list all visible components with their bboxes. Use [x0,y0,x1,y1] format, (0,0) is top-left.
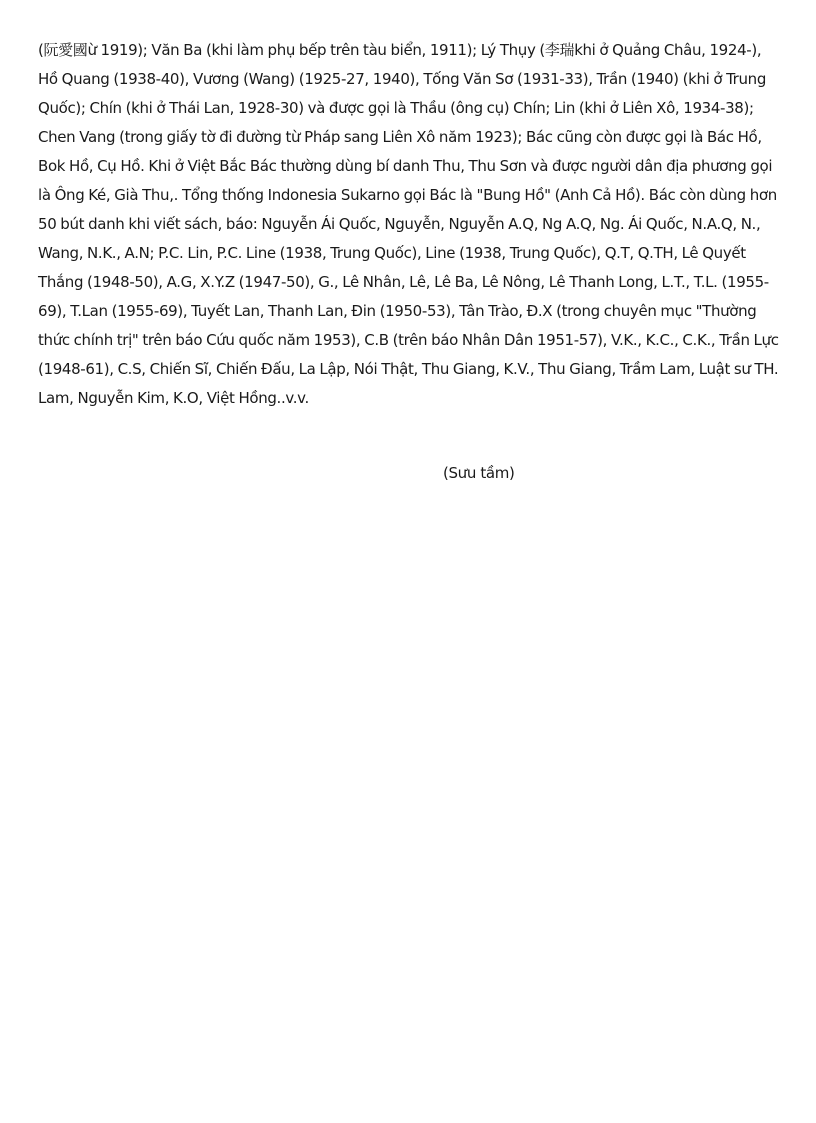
body-paragraph: (阮愛國ừ 1919); Văn Ba (khi làm phụ bếp trên tàu biển, 1911); Lý Thụy (李瑞khi ở Quảng Châu, 1924-), Hồ Quang (1938-40), Vương (Wang) (1925-27, 1940), Tống Văn Sơ (1931-33), Trần (1940) (khi ở Trung Quốc); Chín (khi ở Thái Lan, 1928-30) và được gọi là Thầu (ông cụ) Chín; Lin (khi ở Liên Xô, 1934-38); Chen Vang (trong giấy tờ đi đường từ Pháp sang Liên Xô năm 1923); Bác cũng còn được gọi là Bác Hồ, Bok Hồ, Cụ Hồ. Khi ở Việt Bắc Bác thường dùng bí danh Thu, Thu Sơn và được người dân địa phương gọi là Ông Ké, Già Thu,. Tổng thống Indonesia Sukarno gọi Bác là "Bung Hồ" (Anh Cả Hồ). Bác còn dùng hơn 50 bút danh khi viết sách, báo: Nguyễn Ái Quốc, Nguyễn, Nguyễn A.Q, Ng A.Q, Ng. Ái Quốc, N.A.Q, N., Wang, N.K., A.N; P.C. Lin, P.C. Line (1938, Trung Quốc), Line (1938, Trung Quốc), Q.T, Q.TH, Lê Quyết Thắng (1948-50), A.G, X.Y.Z (1947-50), G., Lê Nhân, Lê, Lê Ba, Lê Nông, Lê Thanh Long, L.T., T.L. (1955-69), T.Lan (1955-69), Tuyết Lan, Thanh Lan, Đin (1950-53), Tân Trào, Đ.X (trong chuyên mục "Thường thức chính trị" trên báo Cứu quốc năm 1953), C.B (trên báo Nhân Dân 1951-57), V.K., K.C., C.K., Trần Lực (1948-61), C.S, Chiến Sĩ, Chiến Đấu, La Lập, Nói Thật, Thu Giang, K.V., Thu Giang, Trầm Lam, Luật sư TH. Lam, Nguyễn Kim, K.O, Việt Hồng..v.v. [38,41,779,407]
source-note: (Sưu tầm) [443,464,515,482]
